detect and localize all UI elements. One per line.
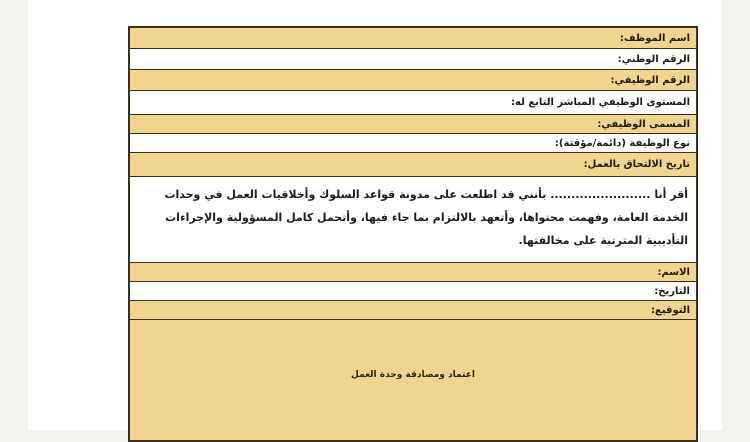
field-job-type[interactable] (130, 134, 696, 153)
field-label: المسمى الوظيفي: (597, 118, 690, 130)
field-join-date[interactable] (130, 153, 696, 177)
field-employee-name[interactable] (130, 28, 696, 49)
field-national-id[interactable] (130, 49, 696, 70)
field-label: المستوى الوظيفي المباشر التابع له: (511, 97, 690, 108)
field-label: الرقم الوطني: (617, 53, 690, 65)
field-job-title[interactable] (130, 115, 696, 134)
field-label: اسم الموظف: (619, 32, 690, 44)
approval-label: اعتماد ومصادقة وحدة العمل (351, 370, 475, 380)
field-label: تاريخ الالتحاق بالعمل: (583, 159, 690, 170)
field-job-level[interactable] (130, 91, 696, 115)
field-sign-date[interactable] (130, 282, 696, 301)
field-label: الرقم الوظيفي: (610, 74, 690, 86)
approval-box (130, 320, 696, 440)
pledge-statement: أقر أنا ........................ بأنني قد اطلعت على مدونة قواعد السلوك وأخلاقيات العمل في وحدات الخدمة العامة، وفهمت محتواها، وأتعهد بالالتزام بما جاء فيها، وأتحمل كامل المسؤولية والإجراءات التأديبية المترتبة على مخالفتها. (130, 177, 696, 263)
employee-pledge-form (128, 26, 698, 442)
field-label: التاريخ: (654, 285, 690, 297)
field-signature[interactable] (130, 301, 696, 320)
field-employee-number[interactable] (130, 70, 696, 91)
field-label: التوقيع: (651, 304, 690, 316)
field-label: الاسم: (657, 266, 690, 278)
field-label: نوع الوظيفة (دائمة/مؤقتة): (554, 137, 690, 149)
document-page (28, 0, 722, 430)
field-signer-name[interactable] (130, 263, 696, 282)
